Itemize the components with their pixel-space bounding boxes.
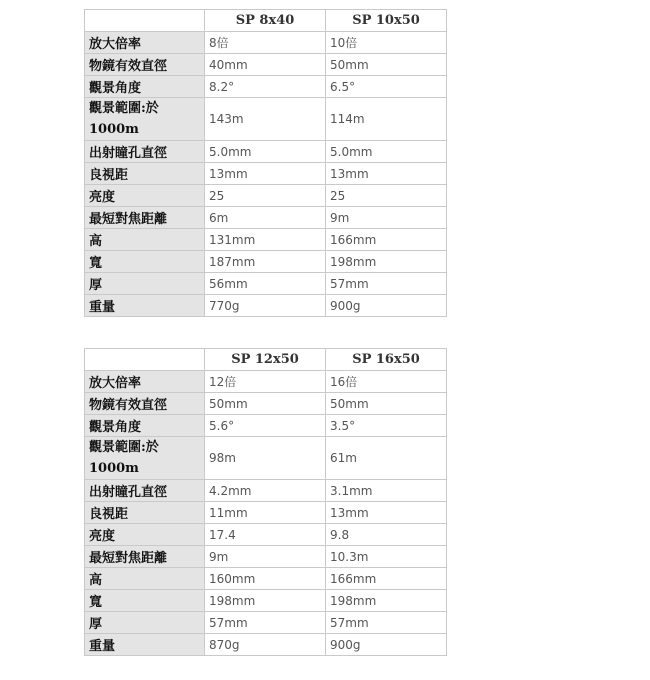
table-row: [85, 185, 447, 207]
spec-value: 16倍: [326, 371, 447, 393]
spec-label: 厚: [85, 273, 205, 295]
spec-label: 良視距: [85, 502, 205, 524]
spec-value: 198mm: [326, 590, 447, 612]
table-row: [85, 54, 447, 76]
spec-value: 8.2°: [205, 76, 326, 98]
spec-value: 61m: [326, 437, 447, 480]
spec-value: 13mm: [205, 163, 326, 185]
table-row: [85, 273, 447, 295]
spec-value: 5.0mm: [205, 141, 326, 163]
spec-value: 9m: [205, 546, 326, 568]
spec-label: 放大倍率: [85, 371, 205, 393]
spec-value: 114m: [326, 98, 447, 141]
spec-label-line: 1000m: [89, 122, 139, 137]
spec-value: 198mm: [205, 590, 326, 612]
table-row: [85, 634, 447, 656]
spec-value: 25: [205, 185, 326, 207]
table-row: [85, 524, 447, 546]
spec-value: 13mm: [326, 163, 447, 185]
spec-label: 物鏡有效直徑: [85, 54, 205, 76]
spec-label: 物鏡有效直徑: [85, 393, 205, 415]
spec-table-2: [84, 348, 447, 656]
spec-value: 8倍: [205, 32, 326, 54]
spec-value: 50mm: [326, 54, 447, 76]
spec-label-line: 1000m: [89, 461, 139, 476]
spec-label: 厚: [85, 612, 205, 634]
spec-label: 高: [85, 568, 205, 590]
spec-value: 187mm: [205, 251, 326, 273]
spec-value: 870g: [205, 634, 326, 656]
spec-label: 最短對焦距離: [85, 546, 205, 568]
spec-value: 40mm: [205, 54, 326, 76]
spec-label: 出射瞳孔直徑: [85, 480, 205, 502]
spec-value: 10倍: [326, 32, 447, 54]
spec-label: 良視距: [85, 163, 205, 185]
table-header-row: [85, 10, 447, 32]
spec-value: 10.3m: [326, 546, 447, 568]
spec-value: 5.6°: [205, 415, 326, 437]
table-row: [85, 229, 447, 251]
spec-label: 觀景角度: [85, 415, 205, 437]
table-row: [85, 590, 447, 612]
spec-value: 57mm: [326, 612, 447, 634]
spec-label: 放大倍率: [85, 32, 205, 54]
table-row: [85, 568, 447, 590]
spec-value: 50mm: [326, 393, 447, 415]
table-row: [85, 295, 447, 317]
spec-table-1: [84, 9, 447, 317]
model-header: SP 16x50: [326, 349, 447, 371]
table-row: [85, 371, 447, 393]
spec-label: 重量: [85, 634, 205, 656]
spec-value: 770g: [205, 295, 326, 317]
spec-label: [85, 98, 205, 141]
table-row: [85, 502, 447, 524]
spec-label: 亮度: [85, 185, 205, 207]
spec-value: 4.2mm: [205, 480, 326, 502]
spec-value: 3.5°: [326, 415, 447, 437]
spec-label: 高: [85, 229, 205, 251]
spec-value: 9m: [326, 207, 447, 229]
table-row: [85, 415, 447, 437]
spec-value: 9.8: [326, 524, 447, 546]
table-row: [85, 546, 447, 568]
spec-value: 166mm: [326, 229, 447, 251]
header-blank-cell: [85, 10, 205, 32]
spec-value: 6.5°: [326, 76, 447, 98]
model-header: SP 12x50: [205, 349, 326, 371]
spec-label-line: 觀景範圍:於: [89, 440, 159, 455]
spec-value: 166mm: [326, 568, 447, 590]
spec-label: 寬: [85, 590, 205, 612]
spec-value: 143m: [205, 98, 326, 141]
table-row: [85, 141, 447, 163]
spec-value: 900g: [326, 634, 447, 656]
spec-value: 12倍: [205, 371, 326, 393]
table-row: [85, 163, 447, 185]
spec-label: 觀景角度: [85, 76, 205, 98]
spec-value: 17.4: [205, 524, 326, 546]
spec-value: 98m: [205, 437, 326, 480]
spec-value: 57mm: [326, 273, 447, 295]
table-header-row: [85, 349, 447, 371]
spec-value: 50mm: [205, 393, 326, 415]
spec-label: 亮度: [85, 524, 205, 546]
spec-value: 160mm: [205, 568, 326, 590]
table-row: [85, 612, 447, 634]
spec-value: 900g: [326, 295, 447, 317]
spec-value: 5.0mm: [326, 141, 447, 163]
spec-value: 131mm: [205, 229, 326, 251]
spec-value: 11mm: [205, 502, 326, 524]
spec-value: 13mm: [326, 502, 447, 524]
spec-label: 出射瞳孔直徑: [85, 141, 205, 163]
spec-label-line: 觀景範圍:於: [89, 101, 159, 116]
spec-value: 25: [326, 185, 447, 207]
table-row: [85, 207, 447, 229]
table-row: [85, 32, 447, 54]
spec-value: 198mm: [326, 251, 447, 273]
table-row: [85, 437, 447, 480]
header-blank-cell: [85, 349, 205, 371]
table-row: [85, 480, 447, 502]
spec-value: 57mm: [205, 612, 326, 634]
spec-label: 寬: [85, 251, 205, 273]
spec-value: 56mm: [205, 273, 326, 295]
spec-label: 最短對焦距離: [85, 207, 205, 229]
table-row: [85, 251, 447, 273]
spec-label: 重量: [85, 295, 205, 317]
spec-value: 3.1mm: [326, 480, 447, 502]
table-row: [85, 76, 447, 98]
table-row: [85, 393, 447, 415]
table-row: [85, 98, 447, 141]
model-header: SP 10x50: [326, 10, 447, 32]
model-header: SP 8x40: [205, 10, 326, 32]
spec-label: [85, 437, 205, 480]
spec-value: 6m: [205, 207, 326, 229]
